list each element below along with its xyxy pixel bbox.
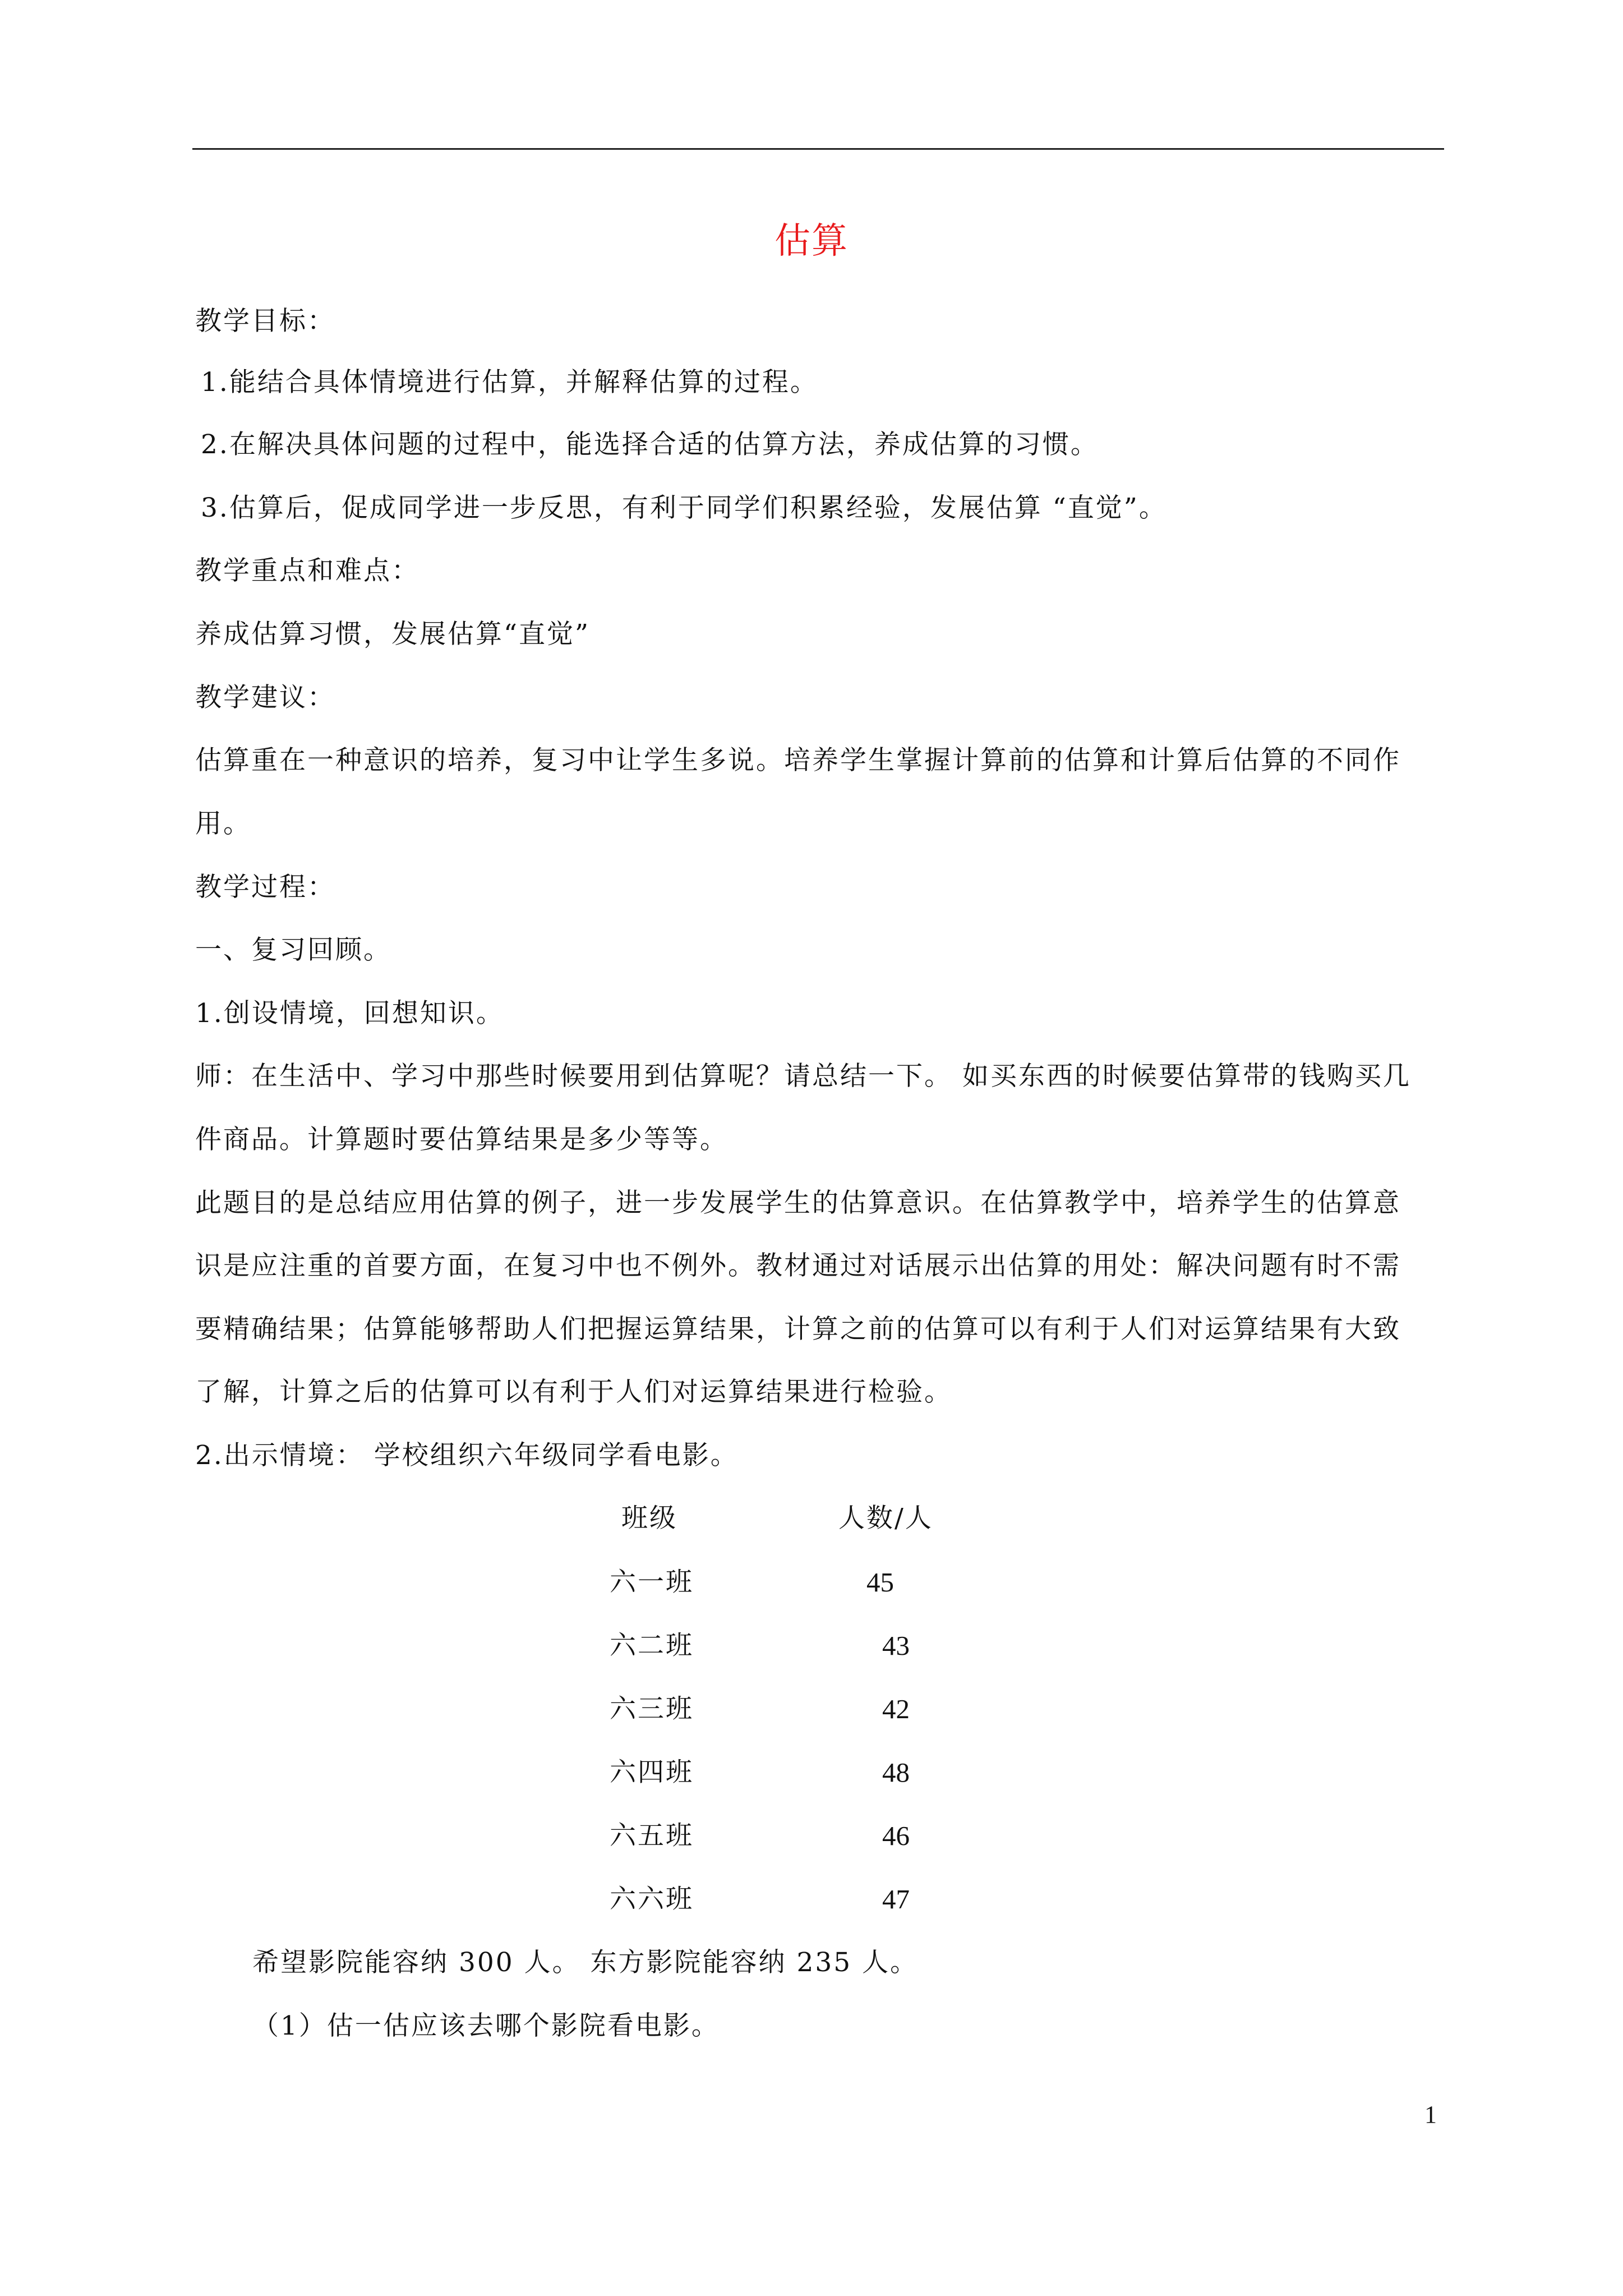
- table-cell-count: 45: [866, 1567, 894, 1598]
- cinema-capacity-text: 希望影院能容纳 300 人。 东方影院能容纳 235 人。: [252, 1947, 919, 1978]
- teacher-text: 师：在生活中、学习中那些时候要用到估算呢？请总结一下。 如买东西的时候要估算带的钱购买几: [195, 1061, 1411, 1092]
- step-heading: 2.出示情境： 学校组织六年级同学看电影。: [195, 1440, 739, 1471]
- page-title: 估算: [774, 220, 849, 262]
- page-number: 1: [1424, 2101, 1437, 2128]
- table-header-class: 班级: [621, 1503, 677, 1534]
- advice-heading: 教学建议：: [195, 682, 335, 713]
- table-cell-count: 48: [882, 1757, 910, 1788]
- process-heading: 教学过程：: [195, 872, 335, 903]
- question-text: （1）估一估应该去哪个影院看电影。: [252, 2010, 720, 2041]
- explanation-text: 此题目的是总结应用估算的例子，进一步发展学生的估算意识。在估算教学中，培养学生的估算意: [195, 1188, 1401, 1218]
- goals-heading: 教学目标：: [195, 306, 335, 337]
- header-rule: [192, 148, 1444, 150]
- step-heading: 1.创设情境，回想知识。: [195, 998, 504, 1029]
- table-cell-class: 六一班: [610, 1567, 694, 1598]
- table-header-count: 人数/人: [838, 1503, 933, 1534]
- explanation-text: 要精确结果；估算能够帮助人们把握运算结果，计算之前的估算可以有利于人们对运算结果有大致: [195, 1314, 1401, 1345]
- table-cell-class: 六四班: [610, 1757, 694, 1788]
- goal-item: 1.能结合具体情境进行估算，并解释估算的过程。: [201, 367, 818, 398]
- advice-text: 估算重在一种意识的培养，复习中让学生多说。培养学生掌握计算前的估算和计算后估算的不同作: [195, 745, 1401, 776]
- teacher-text: 件商品。计算题时要估算结果是多少等等。: [195, 1124, 728, 1155]
- goal-item: 2.在解决具体问题的过程中，能选择合适的估算方法，养成估算的习惯。: [201, 429, 1099, 460]
- table-cell-count: 47: [882, 1884, 910, 1915]
- explanation-text: 了解，计算之后的估算可以有利于人们对运算结果进行检验。: [195, 1377, 952, 1407]
- table-cell-class: 六五班: [610, 1820, 694, 1851]
- table-cell-class: 六六班: [610, 1884, 694, 1915]
- key-points-text: 养成估算习惯，发展估算“直觉”: [195, 619, 591, 650]
- table-cell-class: 六二班: [610, 1630, 694, 1661]
- explanation-text: 识是应注重的首要方面，在复习中也不例外。教材通过对话展示出估算的用处：解决问题有时不需: [195, 1250, 1401, 1281]
- key-points-heading: 教学重点和难点：: [195, 555, 419, 586]
- goal-item: 3.估算后，促成同学进一步反思，有利于同学们积累经验，发展估算 “直觉”。: [201, 493, 1167, 523]
- table-cell-count: 46: [882, 1820, 910, 1851]
- table-cell-count: 43: [882, 1630, 910, 1661]
- table-cell-count: 42: [882, 1694, 910, 1724]
- review-heading: 一、复习回顾。: [195, 935, 391, 965]
- advice-text: 用。: [195, 808, 251, 839]
- table-cell-class: 六三班: [610, 1694, 694, 1724]
